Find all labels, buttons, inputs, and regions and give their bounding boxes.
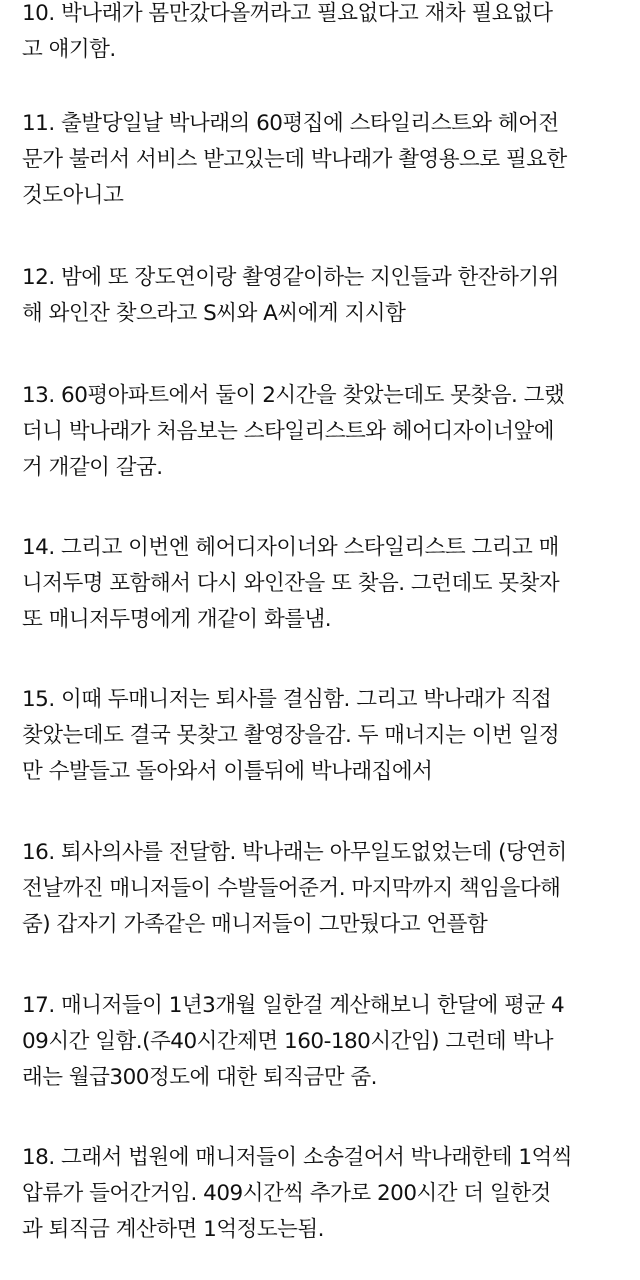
paragraph-15 [22,682,622,790]
paragraph-18 [22,1140,622,1248]
text-line: 09시간 일함.(주40시간제면 160-180시간임) 그런데 박나 [22,1029,554,1054]
paragraph-16 [22,835,622,943]
text-line: 더니 박나래가 처음보는 스타일리스트와 헤어디자이너앞에 [22,419,555,444]
paragraph-12 [22,260,622,332]
text-line: 니저두명 포함해서 다시 와인잔을 또 찾음. 그런데도 못찾자 [22,571,560,596]
text-line: 찾았는데도 결국 못찾고 촬영장을감. 두 매너지는 이번 일정 [22,723,560,748]
text-line: 해 와인잔 찾으라고 S씨와 A씨에게 지시함 [22,301,406,326]
paragraph-11 [22,106,622,214]
text-line: 거 개같이 갈굼. [22,455,163,480]
text-line: 15. 이때 두매니저는 퇴사를 결심함. 그리고 박나래가 직접 [22,687,552,712]
text-line: 만 수발들고 돌아와서 이틀뒤에 박나래집에서 [22,759,433,784]
paragraph-14 [22,530,622,638]
text-line: 래는 월급300정도에 대한 퇴직금만 줌. [22,1065,377,1090]
text-line: 것도아니고 [22,183,124,208]
text-line: 18. 그래서 법원에 매니저들이 소송걸어서 박나래한테 1억씩 [22,1145,573,1170]
text-line: 전날까진 매니저들이 수발들어준거. 마지막까지 책임을다해 [22,876,561,901]
paragraph-17 [22,988,622,1096]
text-line: 문가 불러서 서비스 받고있는데 박나래가 촬영용으로 필요한 [22,147,567,172]
text-line: 13. 60평아파트에서 둘이 2시간을 찾았는데도 못찾음. 그랬 [22,383,565,408]
text-line: 과 퇴직금 계산하면 1억정도는됨. [22,1217,325,1242]
text-line: 줌) 갑자기 가족같은 매니저들이 그만뒀다고 언플함 [22,912,488,937]
text-line: 11. 출발당일날 박나래의 60평집에 스타일리스트와 헤어전 [22,111,559,136]
text-line: 10. 박나래가 몸만갔다올꺼라고 필요없다고 재차 필요없다 [22,1,553,26]
text-line: 또 매니저두명에게 개같이 화를냄. [22,607,332,632]
text-line: 12. 밤에 또 장도연이랑 촬영같이하는 지인들과 한잔하기위 [22,265,559,290]
paragraph-13 [22,378,622,486]
text-line: 14. 그리고 이번엔 헤어디자이너와 스타일리스트 그리고 매 [22,535,559,560]
text-line: 압류가 들어간거임. 409시간씩 추가로 200시간 더 일한것 [22,1181,551,1206]
text-line: 고 얘기함. [22,37,116,62]
text-line: 17. 매니저들이 1년3개월 일한걸 계산해보니 한달에 평균 4 [22,993,565,1018]
paragraph-10 [22,0,622,68]
text-line: 16. 퇴사의사를 전달함. 박나래는 아무일도없었는데 (당연히 [22,840,567,865]
